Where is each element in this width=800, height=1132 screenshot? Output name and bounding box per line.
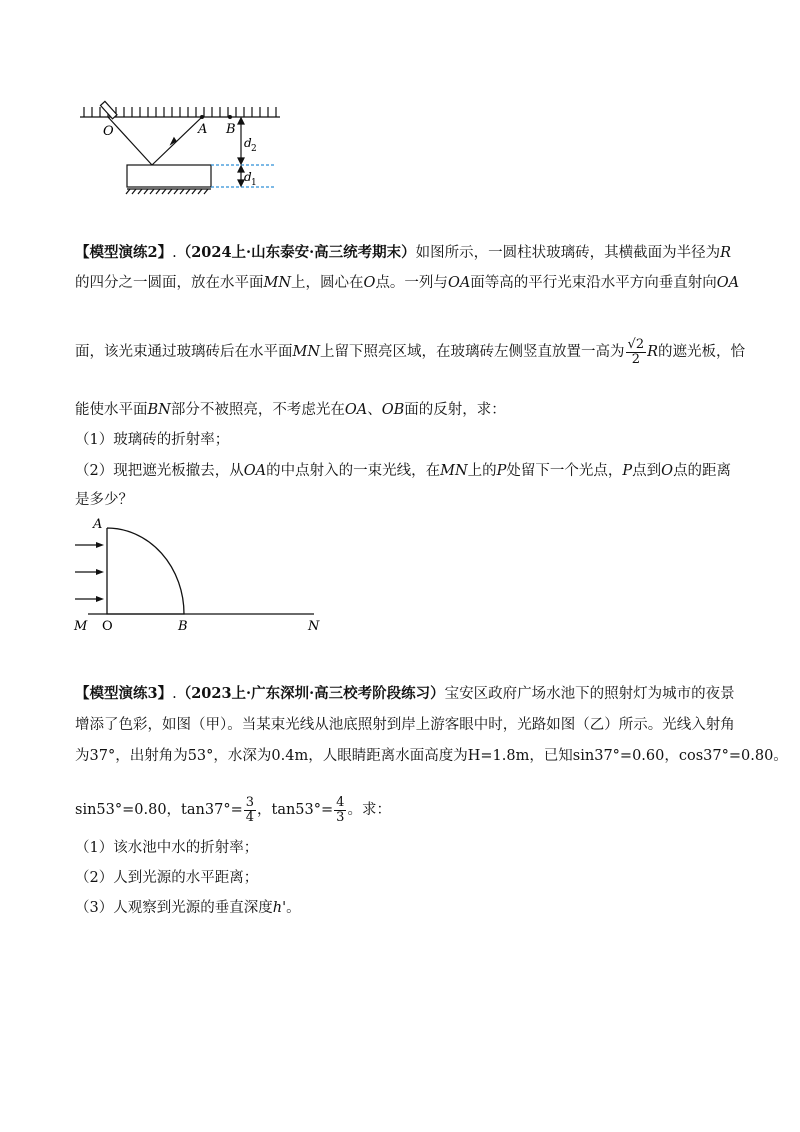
- quarter-circle: [107, 528, 184, 614]
- text: 部分不被照亮，不考虑光在: [170, 402, 345, 418]
- arrow-icon: [96, 542, 104, 548]
- problem3-tag: 【模型演练3】: [75, 685, 173, 702]
- var: O: [661, 463, 674, 479]
- var: MN: [292, 344, 321, 360]
- label-O: O: [102, 619, 113, 634]
- arrow-icon: [96, 569, 104, 575]
- reflected-ray: [152, 117, 202, 165]
- var: R: [647, 344, 659, 360]
- label-A: A: [93, 517, 103, 532]
- var: OA: [716, 275, 740, 291]
- text: sin53°=0.80，tan37°=: [75, 802, 243, 818]
- text: 面等高的平行光束沿水平方向垂直射向: [470, 275, 717, 291]
- text: ，tan53°=: [257, 802, 334, 818]
- text: 点的距离: [673, 463, 732, 479]
- frac-num: 4: [336, 794, 345, 810]
- laser-pen: [100, 101, 117, 118]
- text: 处留下一个光点，: [506, 463, 623, 479]
- problem3-question1: （1）该水池中水的折射率；: [75, 840, 259, 856]
- text: 。: [286, 900, 301, 916]
- incident-ray: [108, 117, 152, 165]
- label-B: B: [226, 122, 236, 137]
- text: 上，圆心在: [291, 275, 364, 291]
- problem3-line3: 为37°，出射角为53°，水深为0.4m，人眼睛距离水面高度为H=1.8m，已知sin37°=0.60，cos37°=0.80。: [75, 748, 788, 764]
- problem3-dot: .: [172, 686, 177, 702]
- label-d2-sub: 2: [251, 144, 257, 154]
- text: 能使水平面: [75, 402, 148, 418]
- problem2-line2: [75, 273, 739, 293]
- label-M: M: [74, 619, 88, 634]
- var: P: [496, 463, 507, 479]
- problem3-source: （2023上·广东深圳·高三校考阶段练习）: [176, 685, 445, 702]
- var: R: [720, 245, 732, 261]
- text: 宝安区政府广场水池下的照射灯为城市的夜景: [444, 686, 735, 702]
- point-A: [200, 115, 204, 119]
- text: 上的: [467, 463, 497, 479]
- text: （2）现把遮光板撤去，从: [75, 463, 244, 479]
- problem2-question1: （1）玻璃砖的折射率；: [75, 432, 230, 448]
- var: MN: [263, 275, 292, 291]
- text: 、: [367, 402, 382, 418]
- var: h': [272, 900, 287, 916]
- label-d2: d: [244, 136, 252, 150]
- figure-mirror-reflection: [70, 95, 290, 200]
- frac-den: 2: [631, 351, 640, 367]
- problem2-line3: [75, 330, 745, 374]
- label-N: N: [308, 619, 320, 634]
- problem2-line1: [75, 243, 731, 263]
- problem3-line4: [75, 790, 391, 830]
- frac-den: 4: [245, 809, 254, 825]
- text: 如图所示，一圆柱状玻璃砖，其横截面为半径为: [415, 245, 721, 261]
- problem2-source: （2024上·山东泰安·高三统考期末）: [176, 244, 416, 261]
- text: 面，该光束通过玻璃砖后在水平面: [75, 344, 293, 360]
- var: OA: [243, 463, 267, 479]
- text: 面的反射，求：: [404, 402, 506, 418]
- fraction-4-3: [334, 796, 346, 825]
- problem2-question2: [75, 461, 731, 481]
- frac-num: √2: [627, 336, 645, 352]
- label-O: O: [103, 124, 114, 139]
- label-A: A: [198, 122, 208, 137]
- arrow-icon: [96, 596, 104, 602]
- text: 上留下照亮区域，在玻璃砖左侧竖直放置一高为: [320, 344, 625, 360]
- var: P: [622, 463, 633, 479]
- problem2-dot: .: [172, 245, 177, 261]
- problem2-tag: 【模型演练2】: [75, 244, 173, 261]
- text: 的中点射入的一束光线，在: [266, 463, 441, 479]
- label-B: B: [178, 619, 188, 634]
- sqrt2-over-2-fraction: [626, 338, 647, 367]
- problem3-line2: 增添了色彩，如图（甲）。当某束光线从池底照射到岸上游客眼中时，光路如图（乙）所示。光线入射角: [75, 717, 735, 733]
- text: 。求：: [347, 802, 391, 818]
- label-d1: d: [244, 170, 252, 184]
- problem3-question3: [75, 898, 301, 918]
- fraction-3-4: [244, 796, 256, 825]
- var: O: [363, 275, 376, 291]
- text: 点到: [632, 463, 662, 479]
- label-d1-sub: 1: [251, 178, 257, 188]
- text: （3）人观察到光源的垂直深度: [75, 900, 273, 916]
- var: OA: [344, 402, 368, 418]
- problem3-line1: [75, 684, 735, 704]
- var: OB: [381, 402, 405, 418]
- ground-hatch: [126, 189, 208, 194]
- text: 点。一列与: [375, 275, 448, 291]
- frac-den: 3: [336, 809, 345, 825]
- problem3-question2: （2）人到光源的水平距离；: [75, 870, 259, 886]
- text: 的遮光板，恰: [658, 344, 746, 360]
- text: 的四分之一圆面，放在水平面: [75, 275, 264, 291]
- var: MN: [440, 463, 468, 479]
- point-B: [228, 115, 232, 119]
- glass-block: [127, 165, 211, 187]
- figure-quarter-circle: [70, 512, 330, 636]
- problem2-question2-cont: 是多少？: [75, 492, 133, 508]
- var: OA: [447, 275, 471, 291]
- var: BN: [147, 402, 171, 418]
- problem2-line4: [75, 400, 506, 420]
- frac-num: 3: [245, 794, 254, 810]
